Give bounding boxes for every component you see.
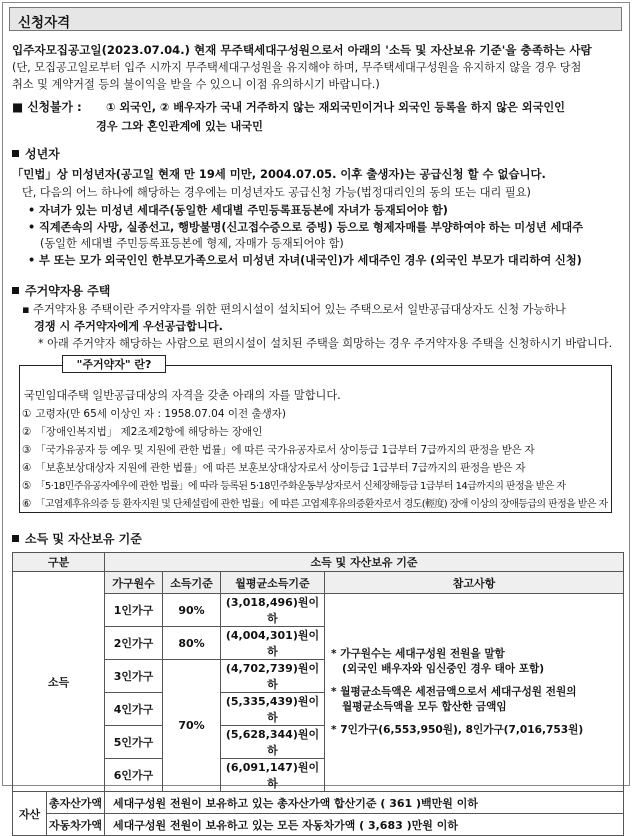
adult-bullet-2b: (동일한 세대별 주민등록표등본에 형제, 자매가 등재되어야 함) — [40, 237, 344, 250]
asset-total-text: 세대구성원 전원이 보유하고 있는 총자산가액 합산기준 ( 361 )백만원 이하 — [105, 792, 624, 814]
members-5: 5인가구 — [105, 726, 163, 759]
note-2a: * 월평균소득액은 세전금액으로서 세대구성원 전원의 — [331, 686, 577, 698]
senior-line-2: 경쟁 시 주거약자에게 우선공급합니다. — [34, 320, 223, 333]
note-2b: 월평균소득액을 모두 합산한 금액임 — [342, 701, 507, 713]
box-item-text: 「고엽제후유의증 등 환자지원 및 단체설립에 관한 법률」에 따른 고엽제후유의증환자로서 경도(輕度) 장애 이상의 장애등급의 판정을 받은 자 — [35, 499, 608, 510]
pct-2: 80% — [163, 627, 221, 660]
adult-bullet-2a: • 직계존속의 사망, 실종선고, 행방불명(신고접수증으로 증빙) 등으로 형제자매를 부양하여야 하는 미성년 세대주 — [28, 221, 584, 234]
senior-line-1: ▪ 주거약자용 주택이란 주거약자를 위한 편의시설이 설치되어 있는 주택으로서 일반공급대상자도 신청 가능하나 — [22, 303, 566, 316]
amount-3: (4,702,739)원이하 — [221, 660, 325, 693]
hdr-amount: 월평균소득기준 — [221, 572, 325, 594]
adult-line-2: 단, 다음의 어느 하나에 해당하는 경우에는 미성년자도 공급신청 가능(법정대리인의 동의 또는 대리 필요) — [22, 186, 531, 199]
senior-line-3: * 아래 주거약자 해당하는 사람으로 편의시설이 설치된 주택을 희망하는 경우 주거약자용 주택을 신청하시기 바랍니다. — [38, 337, 613, 350]
members-6: 6인가구 — [105, 759, 163, 792]
section-header — [9, 7, 622, 31]
amount-4: (5,335,439)원이하 — [221, 693, 325, 726]
note-1a: * 가구원수는 세대구성원 전원을 말함 — [331, 648, 505, 660]
box-intro: 국민임대주택 일반공급대상의 자격을 갖춘 아래의 자를 말합니다. — [24, 389, 341, 402]
intro-line-3: 취소 및 계약거절 등의 불이익을 받을 수 있으니 이점 유의하시기 바랍니다.) — [12, 78, 380, 91]
adult-bullet-3: • 부 또는 모가 외국인인 한부모가족으로서 미성년 자녀(내국인)가 세대주인 경우 (외국인 부모가 대리하여 신청) — [28, 254, 582, 267]
box-item-3 — [22, 444, 534, 457]
notes-cell — [325, 594, 624, 792]
income-asset-table — [12, 552, 624, 836]
intro-line-1: 입주자모집공고일(2023.07.04.) 현재 무주택세대구성원으로서 아래의 '소득 및 자산보유 기준'을 충족하는 사람 — [12, 43, 592, 57]
adult-heading: 성년자 — [12, 145, 60, 162]
box-item-number: ③ — [22, 444, 32, 456]
box-item-number: ② — [22, 426, 32, 438]
senior-heading: 주거약자용 주택 — [12, 282, 110, 299]
intro-line-2: (단, 모집공고일로부터 입주 시까지 무주택세대구성원을 유지해야 하며, 무주택세대구성원을 유지하지 않을 경우 당첨 — [12, 61, 582, 74]
box-item-text: 「국가유공자 등 예우 및 지원에 관한 법률」에 따른 국가유공자로서 상이등급 1급부터 7급까지의 판정을 받은 자 — [35, 444, 535, 456]
asset-total-name: 총자산가액 — [47, 792, 105, 814]
section-title: 신청자격 — [18, 15, 71, 31]
amount-1: (3,018,496)원이하 — [221, 594, 325, 627]
ineligible-line-1: ① 외국인, ② 배우자가 국내 거주하지 않는 재외국민이거나 외국인 등록을 하지 않은 외국인인 — [106, 101, 565, 114]
asset-car-name: 자동차가액 — [47, 814, 105, 836]
pct-3-6: 70% — [163, 660, 221, 792]
asset-row-label: 자산 — [13, 792, 47, 836]
box-item-2 — [22, 426, 262, 439]
amount-5: (5,628,344)원이하 — [221, 726, 325, 759]
hdr-members: 가구원수 — [105, 572, 163, 594]
box-item-text: 「5·18민주유공자예우에 관한 법률」에 따라 등록된 5·18민주화운동부상자로서 신체장해등급 1급부터 14급까지의 판정을 받은 자 — [35, 481, 566, 492]
box-item-text: 고령자(만 65세 이상인 자 : 1958.07.04 이전 출생자) — [35, 408, 286, 420]
box-item-4 — [22, 462, 525, 475]
box-item-text: 「장애인복지법」 제2조제2항에 해당하는 장애인 — [35, 426, 263, 438]
box-item-number: ④ — [22, 462, 32, 474]
members-1: 1인가구 — [105, 594, 163, 627]
col-gubun: 구분 — [13, 553, 105, 572]
box-item-text: 「보훈보상대상자 지원에 관한 법률」에 따른 보훈보상대상자로서 상이등급 1급부터 7급까지의 판정을 받은 자 — [35, 462, 526, 474]
box-item-number: ① — [22, 408, 32, 420]
adult-bullet-1: • 자녀가 있는 미성년 세대주(동일한 세대별 주민등록표등본에 자녀가 등재되어야 함) — [28, 204, 448, 217]
box-item-number: ⑤ — [22, 480, 32, 492]
box-item-number: ⑥ — [22, 498, 32, 510]
hdr-pct: 소득기준 — [163, 572, 221, 594]
hdr-notes: 참고사항 — [325, 572, 624, 594]
box-item-1 — [22, 408, 286, 421]
box-item-5 — [22, 480, 565, 493]
amount-6: (6,091,147)원이하 — [221, 759, 325, 792]
adult-line-1: 「민법」상 미성년자(공고일 현재 만 19세 미만, 2004.07.05. 이후 출생자)는 공급신청 할 수 없습니다. — [12, 167, 546, 181]
col-standard: 소득 및 자산보유 기준 — [105, 553, 624, 572]
senior-definition-label: "주거약자" 란? — [62, 355, 166, 373]
note-1b: (외국인 배우자와 임신중인 경우 태아 포함) — [342, 663, 545, 675]
asset-car-text: 세대구성원 전원이 보유하고 있는 모든 자동차가액 ( 3,683 )만원 이하 — [105, 814, 624, 836]
pct-1: 90% — [163, 594, 221, 627]
members-3: 3인가구 — [105, 660, 163, 693]
amount-2: (4,004,301)원이하 — [221, 627, 325, 660]
members-2: 2인가구 — [105, 627, 163, 660]
ineligible-line-2: 경우 그와 혼인관계에 있는 내국민 — [96, 120, 263, 133]
ineligible-label: ■ 신청불가 : — [12, 100, 82, 114]
income-row-label: 소득 — [13, 572, 105, 792]
box-item-6 — [22, 498, 608, 511]
note-3: * 7인가구(6,553,950원), 8인가구(7,016,753원) — [331, 724, 584, 736]
income-heading: 소득 및 자산보유 기준 — [12, 530, 142, 547]
members-4: 4인가구 — [105, 693, 163, 726]
